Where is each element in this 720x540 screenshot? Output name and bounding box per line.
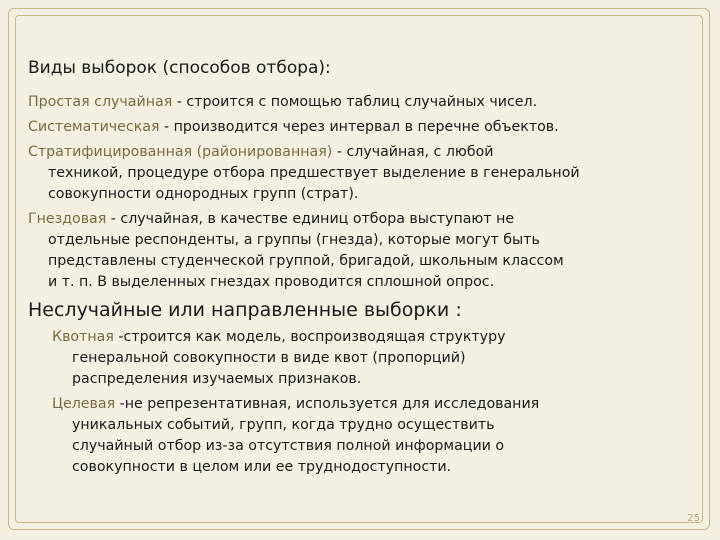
- definition-continuation: уникальных событий, групп, когда трудно осуществить: [72, 417, 495, 433]
- definition-text: -не репрезентативная, используется для исследования: [115, 396, 540, 412]
- nonprobability-list: [28, 327, 694, 478]
- term-label: Целевая: [52, 396, 116, 412]
- definition-continuation: отдельные респонденты, а группы (гнезда), которые могут быть: [48, 232, 540, 248]
- slide-content: [28, 58, 694, 482]
- definition-text: - строится с помощью таблиц случайных чисел.: [172, 94, 538, 110]
- term-label: Гнездовая: [28, 211, 107, 227]
- subheading: Неслучайные или направленные выборки :: [28, 299, 462, 321]
- definition-continuation: генеральной совокупности в виде квот (пропорций): [72, 350, 466, 366]
- page-number: 25: [687, 513, 700, 524]
- definition-continuation: совокупности в целом или ее труднодоступности.: [72, 459, 452, 475]
- definition-continuation: представлены студенческой группой, бригадой, школьным классом: [48, 253, 564, 269]
- slide-title: Виды выборок (способов отбора):: [28, 58, 331, 78]
- term-label: Квотная: [52, 329, 114, 345]
- probability-list: [28, 92, 694, 293]
- definition-text: -строится как модель, воспроизводящая структуру: [113, 329, 506, 345]
- nonprobability-item: [52, 327, 694, 390]
- definition-continuation: совокупности однородных групп (страт).: [48, 186, 359, 202]
- probability-item: [28, 92, 694, 113]
- term-label: Простая случайная: [28, 94, 173, 110]
- term-label: Стратифицированная (районированная): [28, 144, 333, 160]
- definition-text: - случайная, с любой: [332, 144, 494, 160]
- probability-item: [28, 117, 694, 138]
- probability-item: [28, 209, 694, 293]
- definition-text: - случайная, в качестве единиц отбора выступают не: [106, 211, 515, 227]
- probability-item: [28, 142, 694, 205]
- definition-text: - производится через интервал в перечне объектов.: [159, 119, 559, 135]
- nonprobability-item: [52, 394, 694, 478]
- definition-continuation: техникой, процедуре отбора предшествует выделение в генеральной: [48, 165, 580, 181]
- definition-continuation: случайный отбор из-за отсутствия полной информации о: [72, 438, 505, 454]
- definition-continuation: распределения изучаемых признаков.: [72, 371, 362, 387]
- definition-continuation: и т. п. В выделенных гнездах проводится сплошной опрос.: [48, 274, 495, 290]
- term-label: Систематическая: [28, 119, 160, 135]
